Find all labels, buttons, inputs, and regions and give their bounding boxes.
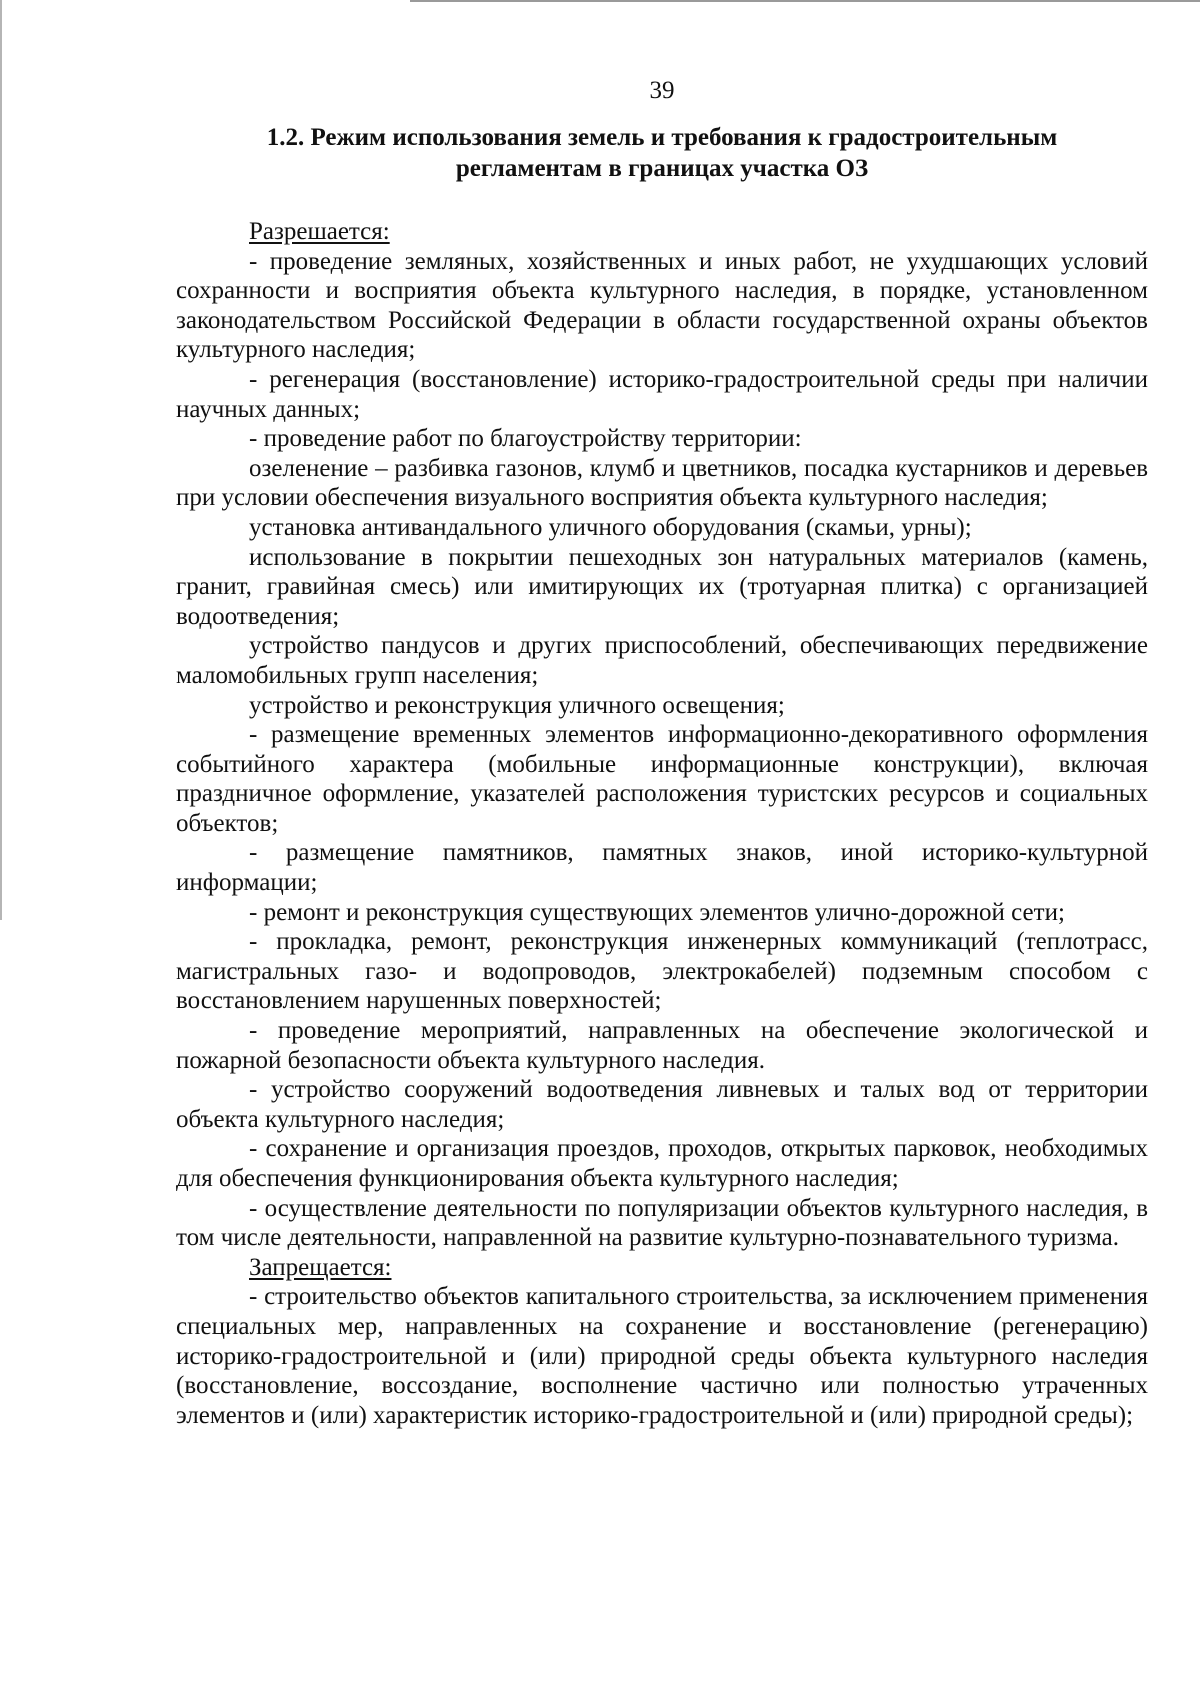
page-number: 39 xyxy=(649,77,675,104)
allowed-item: - проведение мероприятий, направленных на обеспечение экологической и пожарной безопасности объекта культурного наследия. xyxy=(176,1017,1148,1074)
scan-edge-top xyxy=(410,0,1200,2)
allowed-item: устройство пандусов и других приспособлений, обеспечивающих передвижение маломобильных групп населения; xyxy=(176,632,1148,689)
allowed-item: - регенерация (восстановление) историко-градостроительной среды при наличии научных данных; xyxy=(176,365,1148,423)
allowed-item: - размещение временных элементов информационно-декоративного оформления событийного характера (мобильные информационные конструкции), включая праздничное оформление, указателей расположения туристских ресурсов и социальных объектов; xyxy=(176,721,1148,837)
section-heading xyxy=(176,122,1148,184)
allowed-item: - ремонт и реконструкция существующих элементов улично-дорожной сети; xyxy=(249,898,1065,926)
allowed-item: - сохранение и организация проездов, проходов, открытых парковок, необходимых для обеспечения функционирования объекта культурного наследия; xyxy=(176,1135,1148,1192)
allowed-item: установка антивандального уличного оборудования (скамьи, урны); xyxy=(249,513,972,541)
prohibited-label: Запрещается: xyxy=(249,1253,392,1281)
allowed-item: озеленение – разбивка газонов, клумб и цветников, посадка кустарников и деревьев при условии обеспечения визуального восприятия объекта культурного наследия; xyxy=(176,454,1148,512)
allowed-item: - проведение земляных, хозяйственных и иных работ, не ухудшающих условий сохранности и восприятия объекта культурного наследия, в порядке, установленном законодательством Российской Федерации в области государственной охраны объектов культурного наследия; xyxy=(176,247,1148,364)
allowed-item: - осуществление деятельности по популяризации объектов культурного наследия, в том числе деятельности, направленной на развитие культурно-познавательного туризма. xyxy=(176,1194,1148,1252)
document-body xyxy=(176,217,1148,1430)
document-page xyxy=(176,76,1148,1430)
allowed-label-paragraph xyxy=(176,217,1148,247)
allowed-label: Разрешается: xyxy=(249,218,390,245)
scan-edge-left xyxy=(0,0,2,920)
allowed-item: - размещение памятников, памятных знаков, иной историко-культурной информации; xyxy=(176,839,1148,897)
prohibited-item: - строительство объектов капитального строительства, за исключением применения специальных мер, направленных на сохранение и восстановление (регенерацию) историко-градостроительной и (или) природной среды объекта культурного наследия (восстановление, воссоздание, восполнение частично или полностью утраченных элементов и (или) характеристик историко-градостроительной и (или) природной среды); xyxy=(176,1283,1148,1429)
allowed-item: устройство и реконструкция уличного освещения; xyxy=(249,691,785,719)
section-heading-line-2: регламентам в границах участка ОЗ xyxy=(455,155,869,182)
allowed-item: - проведение работ по благоустройству территории: xyxy=(249,425,802,453)
allowed-item: использование в покрытии пешеходных зон натуральных материалов (камень, гранит, гравийная смесь) или имитирующих их (тротуарная плитка) с организацией водоотведения; xyxy=(176,543,1148,630)
allowed-item: - устройство сооружений водоотведения ливневых и талых вод от территории объекта культурного наследия; xyxy=(176,1076,1148,1133)
section-heading-line-1: 1.2. Режим использования земель и требования к градостроительным xyxy=(266,124,1058,151)
prohibited-label-paragraph xyxy=(176,1253,1148,1283)
allowed-item: - прокладка, ремонт, реконструкция инженерных коммуникаций (теплотрасс, магистральных газо- и водопроводов, электрокабелей) подземным способом с восстановлением нарушенных поверхностей; xyxy=(176,928,1148,1015)
